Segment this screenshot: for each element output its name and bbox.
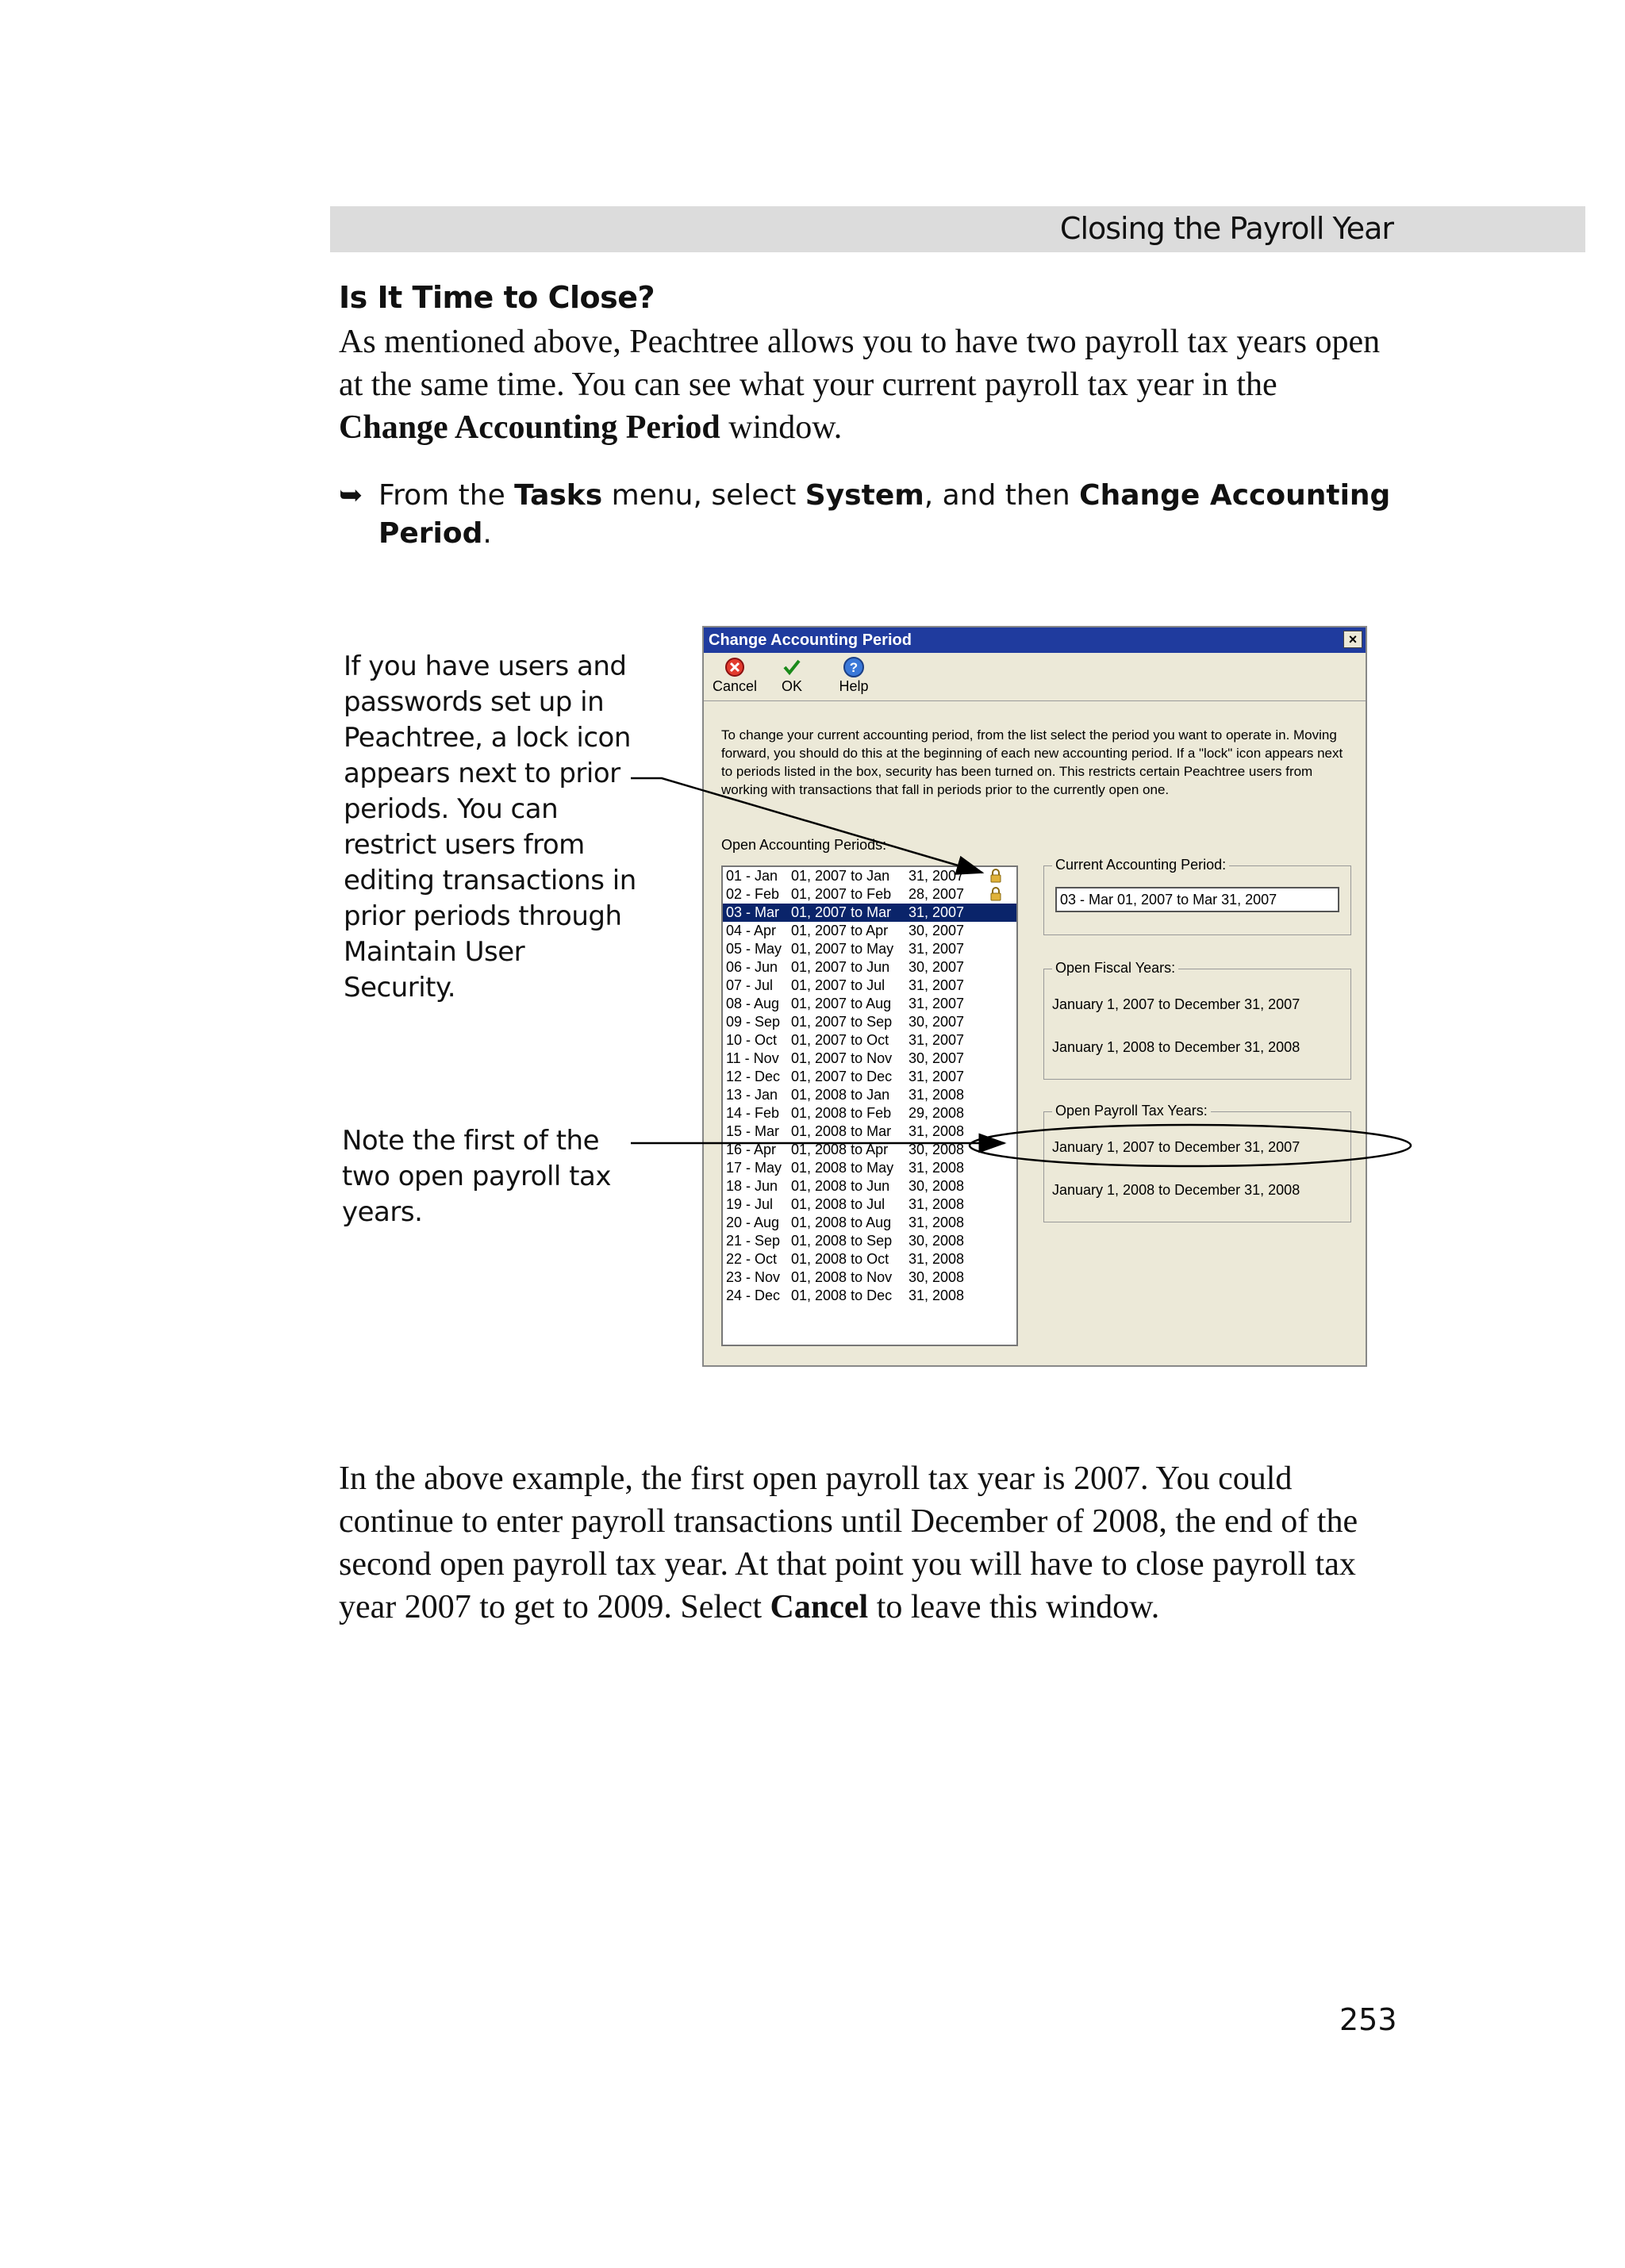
period-name: 06 - Jun bbox=[726, 959, 778, 975]
step-text-1: From the bbox=[378, 479, 515, 512]
current-period-label: Current Accounting Period: bbox=[1052, 857, 1229, 873]
period-end: 28, 2007 bbox=[909, 886, 965, 902]
period-name: 12 - Dec bbox=[726, 1069, 781, 1084]
fiscal-year-item: January 1, 2008 to December 31, 2008 bbox=[1052, 1039, 1300, 1055]
intro-bold: Change Accounting Period bbox=[339, 409, 720, 446]
closing-bold: Cancel bbox=[770, 1589, 869, 1625]
period-start: 01, 2008 to Mar bbox=[791, 1123, 892, 1139]
step-text-2: menu, select bbox=[602, 479, 805, 512]
period-name: 24 - Dec bbox=[726, 1288, 781, 1303]
open-periods-label: Open Accounting Periods: bbox=[721, 837, 887, 853]
period-start: 01, 2007 to Mar bbox=[791, 904, 892, 920]
fiscal-years-label: Open Fiscal Years: bbox=[1052, 960, 1178, 977]
fiscal-year-item: January 1, 2007 to December 31, 2007 bbox=[1052, 996, 1300, 1012]
callout-payroll-note: Note the first of the two open payroll tax years. bbox=[342, 1125, 611, 1228]
lock-callout-arrow bbox=[631, 778, 982, 873]
period-start: 01, 2007 to Aug bbox=[791, 996, 892, 1011]
period-name: 20 - Aug bbox=[726, 1215, 780, 1230]
period-name: 13 - Jan bbox=[726, 1087, 778, 1103]
period-name: 04 - Apr bbox=[726, 923, 777, 938]
period-end: 31, 2007 bbox=[909, 996, 965, 1011]
page-number: 253 bbox=[1339, 2002, 1397, 2037]
period-name: 19 - Jul bbox=[726, 1196, 774, 1212]
ok-label: OK bbox=[781, 678, 802, 694]
period-start: 01, 2008 to Jun bbox=[791, 1178, 890, 1194]
step-text-4: . bbox=[482, 517, 492, 550]
period-name: 05 - May bbox=[726, 941, 782, 957]
period-name: 07 - Jul bbox=[726, 977, 774, 993]
period-start: 01, 2007 to Jan bbox=[791, 868, 890, 884]
payroll-highlight-ellipse bbox=[970, 1125, 1411, 1166]
period-end: 31, 2007 bbox=[909, 904, 965, 920]
period-name: 01 - Jan bbox=[726, 868, 778, 884]
period-name: 16 - Apr bbox=[726, 1142, 777, 1157]
period-start: 01, 2007 to Feb bbox=[791, 886, 892, 902]
section-heading: Is It Time to Close? bbox=[339, 280, 655, 315]
period-end: 31, 2008 bbox=[909, 1123, 965, 1139]
period-end: 31, 2007 bbox=[909, 1032, 965, 1048]
step-bold-period: Period bbox=[378, 517, 483, 550]
period-name: 08 - Aug bbox=[726, 996, 780, 1011]
period-name: 23 - Nov bbox=[726, 1269, 781, 1285]
step-bold-change-accounting: Change Accounting bbox=[1079, 479, 1391, 512]
period-end: 30, 2007 bbox=[909, 1014, 965, 1030]
period-start: 01, 2007 to Jun bbox=[791, 959, 890, 975]
period-end: 30, 2007 bbox=[909, 1050, 965, 1066]
payroll-year-item: January 1, 2008 to December 31, 2008 bbox=[1052, 1182, 1300, 1198]
period-name: 14 - Feb bbox=[726, 1105, 780, 1121]
current-period-field: 03 - Mar 01, 2007 to Mar 31, 2007 bbox=[1055, 887, 1339, 912]
period-end: 30, 2007 bbox=[909, 923, 965, 938]
payroll-years-label: Open Payroll Tax Years: bbox=[1052, 1103, 1211, 1119]
period-end: 31, 2008 bbox=[909, 1196, 965, 1212]
closing-paragraph bbox=[339, 1457, 1394, 1629]
period-name: 11 - Nov bbox=[726, 1050, 779, 1066]
period-name: 10 - Oct bbox=[726, 1032, 778, 1048]
step-text-3: , and then bbox=[924, 479, 1080, 512]
step-bold-system: System bbox=[805, 479, 924, 512]
callout-lock-icon-note: If you have users and passwords set up in Peachtree, a lock icon appears next to prior periods. You can restrict users from editing transactions in prior periods through Maintain User Security. bbox=[344, 650, 636, 1004]
period-start: 01, 2008 to Jul bbox=[791, 1196, 885, 1212]
period-end: 31, 2007 bbox=[909, 977, 965, 993]
period-name: 03 - Mar bbox=[726, 904, 780, 920]
period-start: 01, 2008 to Feb bbox=[791, 1105, 892, 1121]
period-start: 01, 2008 to Sep bbox=[791, 1233, 893, 1249]
period-name: 02 - Feb bbox=[726, 886, 780, 902]
dialog-title: Change Accounting Period bbox=[709, 631, 912, 649]
intro-tail: window. bbox=[720, 409, 843, 446]
period-end: 30, 2008 bbox=[909, 1142, 965, 1157]
period-start: 01, 2008 to Aug bbox=[791, 1215, 892, 1230]
period-end: 31, 2008 bbox=[909, 1087, 965, 1103]
period-start: 01, 2007 to Dec bbox=[791, 1069, 893, 1084]
period-start: 01, 2007 to Jul bbox=[791, 977, 885, 993]
period-start: 01, 2008 to Apr bbox=[791, 1142, 889, 1157]
period-end: 31, 2008 bbox=[909, 1215, 965, 1230]
payroll-year-item: January 1, 2007 to December 31, 2007 bbox=[1052, 1139, 1300, 1155]
period-end: 30, 2008 bbox=[909, 1269, 965, 1285]
period-name: 15 - Mar bbox=[726, 1123, 780, 1139]
period-name: 09 - Sep bbox=[726, 1014, 781, 1030]
period-end: 30, 2008 bbox=[909, 1178, 965, 1194]
period-start: 01, 2007 to Sep bbox=[791, 1014, 893, 1030]
svg-text:?: ? bbox=[849, 660, 859, 675]
period-end: 31, 2007 bbox=[909, 1069, 965, 1084]
closing-tail: to leave this window. bbox=[868, 1589, 1160, 1625]
period-end: 31, 2007 bbox=[909, 941, 965, 957]
period-end: 31, 2007 bbox=[909, 868, 965, 884]
period-start: 01, 2008 to Dec bbox=[791, 1288, 893, 1303]
step-bold-tasks: Tasks bbox=[514, 479, 603, 512]
dialog-instructions: To change your current accounting period, from the list select the period you want to operate in. Moving forward, you should do this at the beginning of each new accounting period. If a "lock" icon appears next to periods listed in the box, security has been turned on. This restricts certain Peachtree users from working with transactions that fall in periods prior to the currently open one. bbox=[721, 727, 1343, 797]
period-name: 21 - Sep bbox=[726, 1233, 781, 1249]
closing-text: In the above example, the first open payroll tax year is 2007. You could continue to enter payroll transactions until December of 2008, the end of the second open payroll tax year. At that point you will have to close payroll tax year 2007 to get to 2009. Select bbox=[339, 1460, 1358, 1625]
period-name: 17 - May bbox=[726, 1160, 782, 1176]
period-start: 01, 2007 to Oct bbox=[791, 1032, 889, 1048]
period-name: 18 - Jun bbox=[726, 1178, 778, 1194]
period-start: 01, 2007 to Apr bbox=[791, 923, 889, 938]
intro-text: As mentioned above, Peachtree allows you to have two payroll tax years open at the same time. You can see what your current payroll tax year in the bbox=[339, 324, 1381, 403]
step-arrow-icon: ➥ bbox=[339, 479, 363, 512]
period-start: 01, 2008 to Nov bbox=[791, 1269, 893, 1285]
close-button[interactable]: × bbox=[1343, 631, 1362, 648]
period-end: 31, 2008 bbox=[909, 1251, 965, 1267]
period-end: 31, 2008 bbox=[909, 1288, 965, 1303]
help-label: Help bbox=[839, 678, 869, 694]
period-end: 29, 2008 bbox=[909, 1105, 965, 1121]
period-start: 01, 2007 to Nov bbox=[791, 1050, 893, 1066]
period-name: 22 - Oct bbox=[726, 1251, 778, 1267]
period-start: 01, 2008 to May bbox=[791, 1160, 894, 1176]
period-end: 31, 2008 bbox=[909, 1160, 965, 1176]
period-start: 01, 2008 to Oct bbox=[791, 1251, 889, 1267]
period-start: 01, 2007 to May bbox=[791, 941, 894, 957]
period-start: 01, 2008 to Jan bbox=[791, 1087, 890, 1103]
period-end: 30, 2008 bbox=[909, 1233, 965, 1249]
cancel-label: Cancel bbox=[712, 678, 758, 694]
running-header-title: Closing the Payroll Year bbox=[1059, 211, 1393, 246]
period-end: 30, 2007 bbox=[909, 959, 965, 975]
